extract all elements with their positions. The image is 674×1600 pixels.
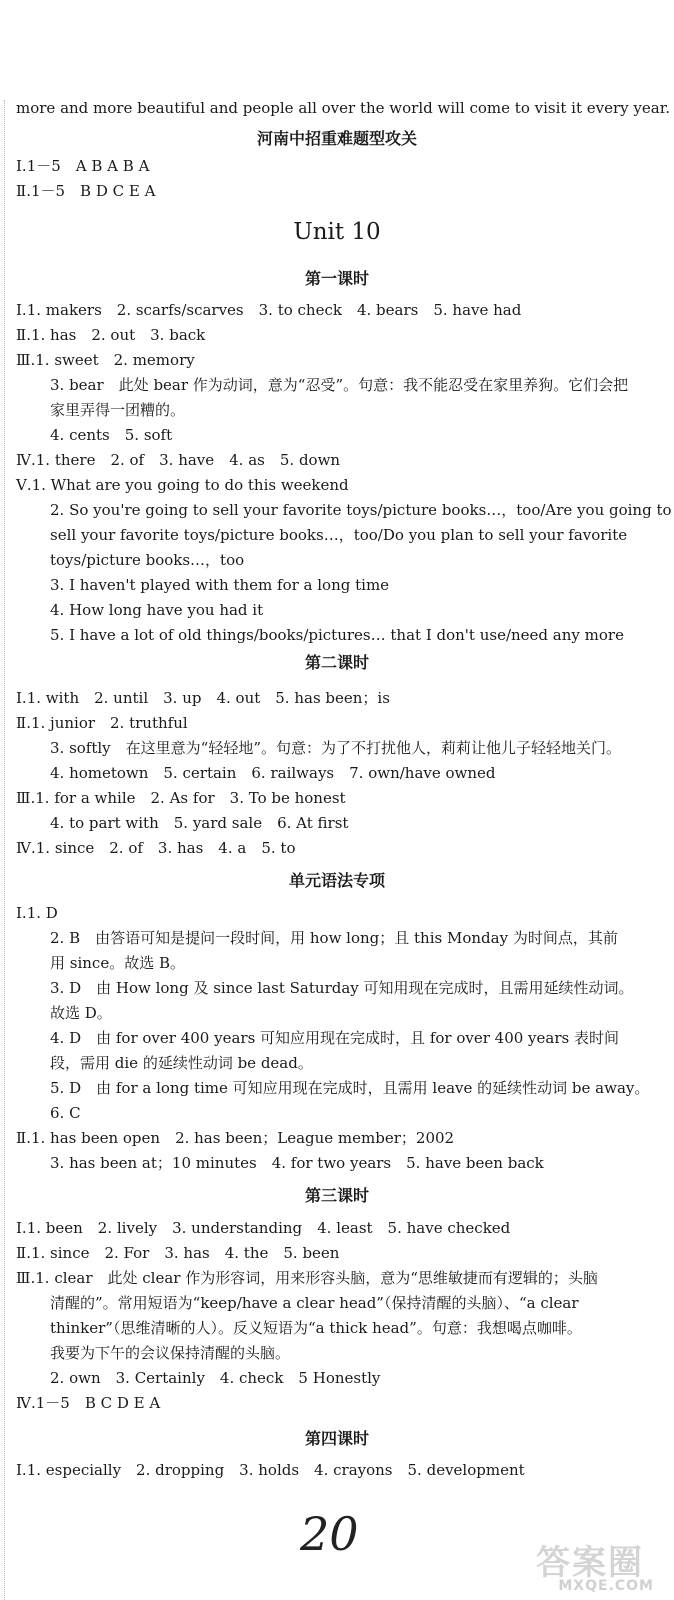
lesson3-line: 我要为下午的会议保持清醒的头脑。 <box>50 1344 291 1362</box>
henan-line-2: Ⅱ.1－5 B D C E A <box>16 182 156 200</box>
lesson1-line: sell your favorite toys/picture books…，too/Do you plan to sell your favorite <box>50 526 628 544</box>
grammar-line: 6. C <box>50 1104 81 1122</box>
lesson2-line: Ⅲ.1. for a while 2. As for 3. To be honest <box>16 789 346 807</box>
henan-line-1: Ⅰ.1－5 A B A B A <box>16 157 150 175</box>
grammar-line: 3. D 由 How long 及 since last Saturday 可知用现在完成时，且需用延续性动词。 <box>50 979 634 997</box>
page-number: 20 <box>300 1507 359 1561</box>
lesson1-line: Ⅴ.1. What are you going to do this weekend <box>16 476 349 494</box>
lesson3-line: Ⅳ.1－5 B C D E A <box>16 1394 161 1412</box>
grammar-line: 5. D 由 for a long time 可知应用现在完成时，且需用 leave 的延续性动词 be away。 <box>50 1079 650 1097</box>
watermark-url: MXQE.COM <box>558 1578 654 1594</box>
grammar-line: 用 since。故选 B。 <box>50 954 185 972</box>
lesson2-line: Ⅰ.1. with 2. until 3. up 4. out 5. has been；is <box>16 689 390 707</box>
lesson3-line: 2. own 3. Certainly 4. check 5 Honestly <box>50 1369 381 1387</box>
lesson1-title: 第一课时 <box>304 269 369 288</box>
lesson2-line: 4. to part with 5. yard sale 6. At first <box>50 814 349 832</box>
lesson3-line: Ⅰ.1. been 2. lively 3. understanding 4. least 5. have checked <box>16 1219 511 1237</box>
lesson1-line: Ⅲ.1. sweet 2. memory <box>16 351 195 369</box>
lesson1-line: 3. I haven't played with them for a long time <box>50 576 390 594</box>
grammar-line: 3. has been at；10 minutes 4. for two years 5. have been back <box>50 1154 544 1172</box>
lesson2-line: 4. hometown 5. certain 6. railways 7. own/have owned <box>50 764 496 782</box>
grammar-line: Ⅰ.1. D <box>16 904 58 922</box>
lesson2-line: Ⅱ.1. junior 2. truthful <box>16 714 188 732</box>
grammar-line: Ⅱ.1. has been open 2. has been；League member；2002 <box>16 1129 455 1147</box>
lesson1-line: 家里弄得一团糟的。 <box>50 401 186 419</box>
lesson2-title: 第二课时 <box>304 653 369 672</box>
unit-title: Unit 10 <box>293 219 381 245</box>
lesson1-line: 4. How long have you had it <box>50 601 264 619</box>
lesson1-line: 2. So you're going to sell your favorite toys/picture books…，too/Are you going to <box>50 501 672 519</box>
lesson1-line: 5. I have a lot of old things/books/pictures… that I don't use/need any more <box>50 626 624 644</box>
intro-line: more and more beautiful and people all over the world will come to visit it every year. <box>16 99 671 117</box>
lesson1-line: 3. bear 此处 bear 作为动词，意为“忍受”。句意：我不能忍受在家里养狗。它们会把 <box>50 376 629 394</box>
section-title-henan: 河南中招重难题型攻关 <box>256 129 417 148</box>
lesson4-line: Ⅰ.1. especially 2. dropping 3. holds 4. crayons 5. development <box>16 1461 525 1479</box>
watermark-logo: 答案圈 <box>536 1543 644 1583</box>
grammar-line: 4. D 由 for over 400 years 可知应用现在完成时，且 for over 400 years 表时间 <box>50 1029 619 1047</box>
binding-dotted-line <box>4 100 6 1600</box>
lesson2-line: 3. softly 在这里意为“轻轻地”。句意：为了不打扰他人，莉莉让他儿子轻轻地关门。 <box>50 739 621 757</box>
grammar-title: 单元语法专项 <box>288 871 385 890</box>
lesson3-line: Ⅱ.1. since 2. For 3. has 4. the 5. been <box>16 1244 340 1262</box>
lesson1-line: Ⅱ.1. has 2. out 3. back <box>16 326 206 344</box>
grammar-line: 2. B 由答语可知是提问一段时间，用 how long；且 this Monday 为时间点，其前 <box>50 929 618 947</box>
lesson1-line: Ⅰ.1. makers 2. scarfs/scarves 3. to check 4. bears 5. have had <box>16 301 522 319</box>
lesson3-line: 清醒的”。常用短语为“keep/have a clear head”（保持清醒的头脑）、“a clear <box>50 1294 579 1312</box>
lesson2-line: Ⅳ.1. since 2. of 3. has 4. a 5. to <box>16 839 296 857</box>
lesson3-line: thinker”（思维清晰的人）。反义短语为“a thick head”。句意：我想喝点咖啡。 <box>50 1319 582 1337</box>
lesson3-title: 第三课时 <box>304 1186 369 1205</box>
lesson4-title: 第四课时 <box>304 1429 369 1448</box>
lesson1-line: toys/picture books…，too <box>50 551 245 569</box>
lesson3-line: Ⅲ.1. clear 此处 clear 作为形容词，用来形容头脑，意为“思维敏捷而有逻辑的；头脑 <box>16 1269 598 1287</box>
grammar-line: 故选 D。 <box>50 1004 112 1022</box>
grammar-line: 段，需用 die 的延续性动词 be dead。 <box>50 1054 313 1072</box>
lesson1-line: Ⅳ.1. there 2. of 3. have 4. as 5. down <box>16 451 341 469</box>
lesson1-line: 4. cents 5. soft <box>50 426 173 444</box>
